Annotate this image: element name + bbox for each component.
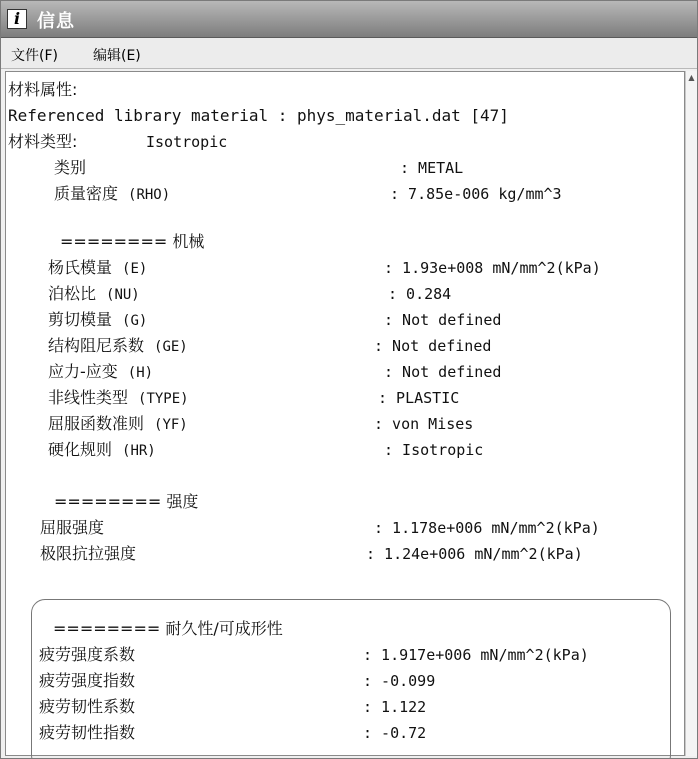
category-label: 类别	[54, 158, 87, 177]
mechanical-header: ======== 机械	[60, 232, 205, 251]
row-value: : Not defined	[374, 337, 492, 355]
density-name: 质量密度	[54, 184, 119, 203]
row-label: 疲劳韧性系数	[39, 697, 136, 716]
row-value: : PLASTIC	[378, 389, 460, 407]
row-abbr: (H)	[127, 365, 154, 381]
menu-edit[interactable]: 编辑(E)	[93, 48, 141, 64]
row-value: : Not defined	[384, 311, 502, 329]
density-value: : 7.85e-006 kg/mm^3	[390, 185, 562, 203]
row-value: : Isotropic	[384, 441, 484, 459]
menu-bar	[1, 38, 698, 69]
title-bar[interactable]	[1, 1, 698, 38]
row-name: 硬化规则	[48, 440, 113, 459]
library-material-line: Referenced library material : phys_material.dat [47]	[8, 106, 509, 125]
row-name: 非线性类型	[48, 388, 129, 407]
row-value: : -0.099	[363, 672, 436, 690]
row-name: 泊松比	[48, 284, 97, 303]
info-icon: i	[7, 9, 27, 29]
row-label: 疲劳强度系数	[39, 645, 136, 664]
row-label	[48, 284, 140, 305]
scroll-up-arrow-icon[interactable]: ▲	[688, 73, 695, 82]
row-label	[48, 414, 188, 435]
row-value: : 1.122	[363, 698, 427, 716]
row-value: : 1.93e+008 mN/mm^2(kPa)	[384, 259, 601, 277]
row-value: : -0.72	[363, 724, 427, 742]
durability-header: ======== 耐久性/可成形性	[53, 619, 283, 638]
material-type-label: 材料类型:	[8, 132, 78, 151]
row-value: : 0.284	[388, 285, 452, 303]
row-abbr: (YF)	[154, 417, 188, 433]
row-name: 剪切模量	[48, 310, 113, 329]
row-name: 应力-应变	[48, 362, 118, 381]
row-value: : von Mises	[374, 415, 474, 433]
category-value: : METAL	[400, 159, 464, 177]
row-label	[48, 362, 153, 383]
row-value: : Not defined	[384, 363, 502, 381]
row-abbr: (GE)	[154, 339, 188, 355]
row-abbr: (E)	[122, 261, 148, 277]
row-name: 杨氏模量	[48, 258, 113, 277]
row-label: 疲劳强度指数	[39, 671, 136, 690]
row-abbr: (NU)	[106, 287, 140, 303]
row-value: : 1.24e+006 mN/mm^2(kPa)	[366, 545, 583, 563]
row-abbr: (TYPE)	[138, 391, 189, 407]
menu-file[interactable]: 文件(F)	[11, 48, 58, 64]
row-label: 极限抗拉强度	[40, 544, 137, 563]
material-type-value: Isotropic	[146, 133, 228, 151]
row-value: : 1.917e+006 mN/mm^2(kPa)	[363, 646, 589, 664]
vertical-scrollbar[interactable]	[685, 71, 697, 756]
row-name: 结构阻尼系数	[48, 336, 145, 355]
row-label	[48, 310, 147, 331]
row-abbr: (G)	[122, 313, 148, 329]
row-label: 疲劳韧性指数	[39, 723, 136, 742]
row-value: : 1.178e+006 mN/mm^2(kPa)	[374, 519, 600, 537]
density-label	[54, 184, 170, 205]
material-properties-label: 材料属性:	[8, 80, 78, 99]
row-abbr: (HR)	[122, 443, 156, 459]
row-name: 屈服函数准则	[48, 414, 145, 433]
window-title: 信息	[37, 11, 75, 32]
row-label	[48, 336, 188, 357]
row-label: 屈服强度	[40, 518, 105, 537]
strength-header: ======== 强度	[54, 492, 199, 511]
density-abbr: (RHO)	[128, 187, 171, 203]
row-label	[48, 440, 156, 461]
row-label	[48, 258, 147, 279]
row-label	[48, 388, 189, 409]
